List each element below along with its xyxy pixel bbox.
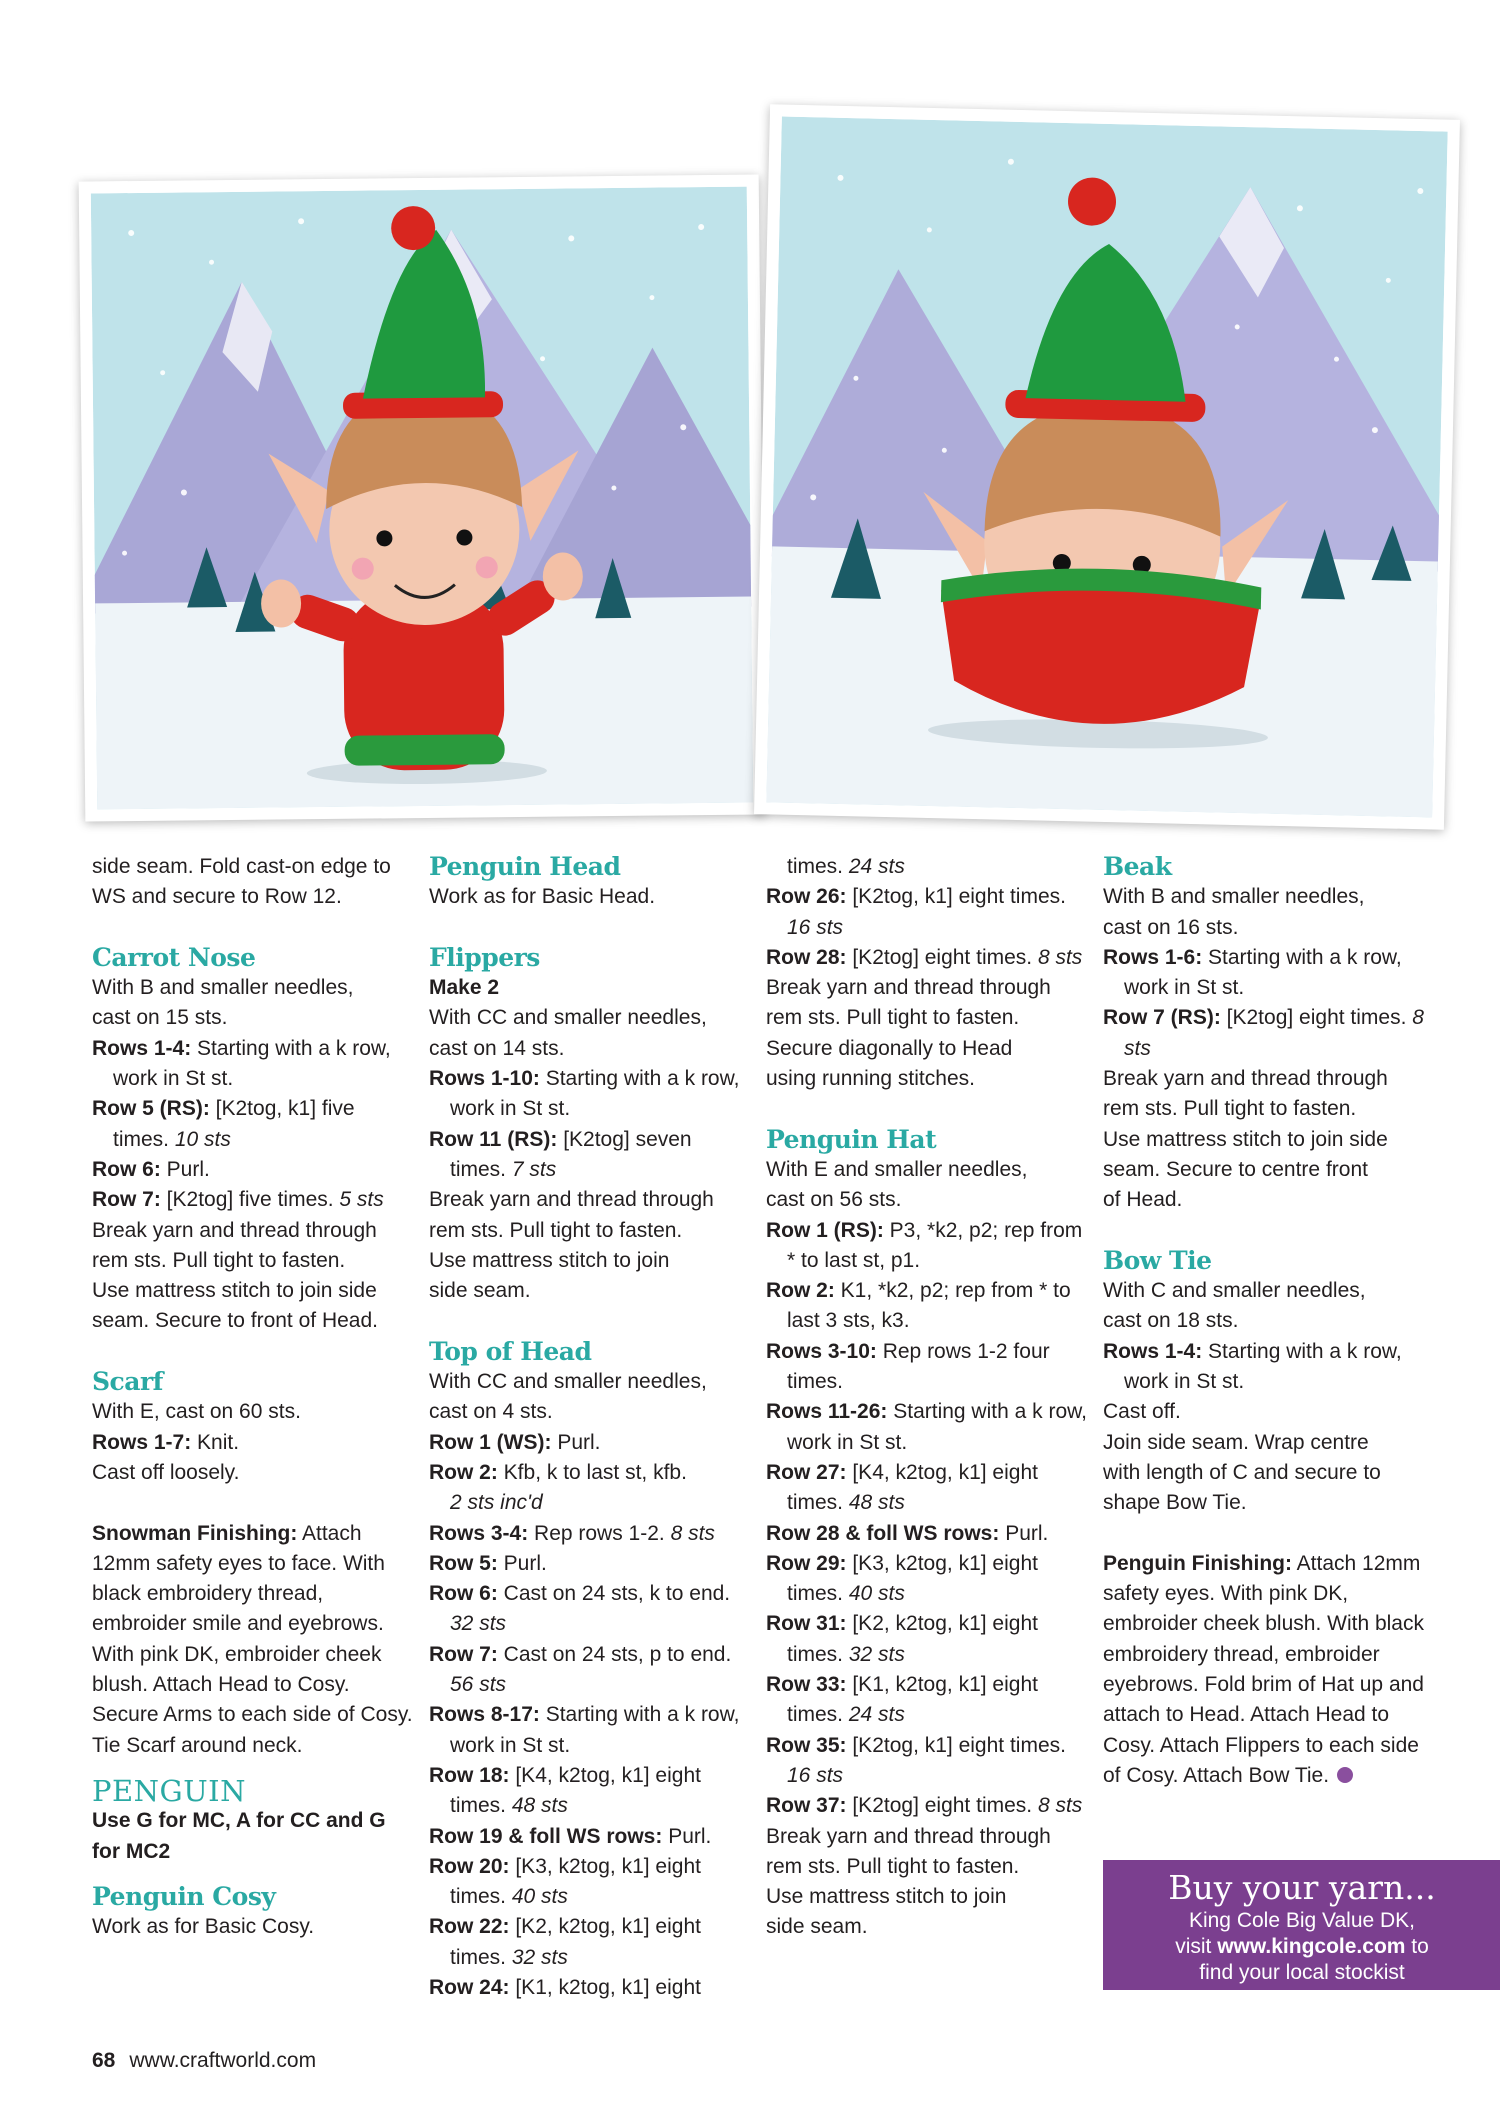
text-line: using running stitches. (766, 1067, 975, 1091)
row-instruction (766, 943, 1088, 973)
stitch-count: 40 sts (511, 1885, 568, 1909)
yarn-note: Use G for MC, A for CC and G for MC2 (92, 1809, 386, 1863)
row-label: Row 19 & foll WS rows: (429, 1824, 663, 1848)
text-line: cast on 14 sts. (429, 1036, 565, 1060)
row-text: Rep rows 1-2 four times. (787, 1339, 1050, 1394)
buy-box-line: King Cole Big Value DK, (1188, 1909, 1416, 1932)
finishing-text: Attach 12mm safety eyes to face. With black embroidery thread, embroider smile and eyebrows. With pink DK, embroider cheek blush. Attach Head to Cosy. Secure Arms to each side of Cosy. Tie Scarf around neck. (92, 1521, 413, 1757)
section-heading-top-of-head: Top of Head (429, 1336, 592, 1366)
row-label: Row 6: (429, 1582, 498, 1606)
row-instruction (429, 1125, 751, 1186)
row-instruction (766, 1397, 1088, 1458)
stitch-count: 40 sts (848, 1582, 905, 1606)
column-4 (1103, 852, 1425, 1791)
row-label: Row 26: (766, 885, 847, 909)
row-text: [K2tog] five times. (160, 1188, 340, 1212)
text-line: cast on 18 sts. (1103, 1309, 1239, 1333)
row-text: Starting with a k row, work in St st. (450, 1067, 740, 1121)
text-line: rem sts. Pull tight to fasten. (92, 1248, 346, 1272)
text-line: cast on 56 sts. (766, 1188, 902, 1212)
row-text: Starting with a k row, work in St st. (1124, 945, 1402, 1000)
text-line: With CC and smaller needles, (429, 1006, 707, 1030)
text-line: Break yarn and thread through (429, 1188, 714, 1212)
stitch-count: 48 sts (511, 1794, 568, 1818)
row-text: Purl. (662, 1824, 712, 1848)
row-text: [K2tog] eight times. (846, 1794, 1038, 1818)
page-number: 68 (92, 2049, 116, 2072)
row-label: Row 11 (RS): (429, 1127, 558, 1151)
row-label: Row 20: (429, 1854, 510, 1878)
row-label: Rows 11-26: (766, 1400, 888, 1424)
row-text: [K4, k2tog, k1] eight times. (450, 1763, 701, 1818)
row-text: Purl. (160, 1157, 210, 1181)
page-footer (92, 2046, 316, 2076)
text-line: Use mattress stitch to join side (92, 1279, 377, 1303)
stitch-count: 32 sts (848, 1642, 905, 1666)
text-line: With B and smaller needles, (92, 976, 354, 1000)
text-line: Break yarn and thread through (766, 976, 1051, 1000)
row-label: Row 5: (429, 1551, 498, 1575)
make-count: Make 2 (429, 976, 500, 1000)
row-instruction (429, 1549, 751, 1579)
stitch-count: 16 sts (787, 915, 844, 939)
row-label: Row 7: (92, 1188, 161, 1212)
row-instruction (92, 1428, 414, 1458)
text-line: of Head. (1103, 1188, 1183, 1212)
stitch-count: 2 sts inc'd (450, 1491, 543, 1515)
stitch-count: 8 sts (670, 1521, 715, 1545)
section-heading-penguin-hat: Penguin Hat (766, 1124, 937, 1154)
row-text: Starting with a k row, work in St st. (1124, 1339, 1402, 1394)
row-instruction (429, 1458, 751, 1488)
row-text: [K2tog] seven times. (450, 1127, 692, 1181)
row-text: [K2tog, k1] eight times. (846, 885, 1066, 909)
row-instruction (429, 1428, 751, 1458)
row-text: K1, *k2, p2; rep from * to last 3 sts, k3. (787, 1279, 1071, 1333)
row-instruction (429, 1912, 751, 1973)
stitch-count: 48 sts (848, 1491, 905, 1515)
text-line: shape Bow Tie. (1103, 1491, 1247, 1515)
section-heading-flippers: Flippers (429, 942, 540, 972)
row-instruction (766, 1337, 1088, 1398)
row-label: Row 22: (429, 1915, 510, 1939)
yarn-ball-end-icon (1337, 1767, 1353, 1783)
text-line: Break yarn and thread through (766, 1824, 1051, 1848)
section-heading-bow-tie: Bow Tie (1103, 1245, 1212, 1275)
buy-box-title: Buy your yarn... (1168, 1868, 1436, 1907)
row-label: Row 27: (766, 1460, 847, 1484)
text-line: rem sts. Pull tight to fasten. (1103, 1097, 1357, 1121)
row-label: Row 2: (766, 1279, 835, 1303)
row-instruction (1103, 943, 1425, 1004)
row-text: Cast on 24 sts, k to end. (497, 1582, 731, 1606)
row-continuation (429, 1488, 751, 1518)
stitch-count: 8 sts (1037, 1794, 1083, 1818)
text-line: Use mattress stitch to join (429, 1248, 670, 1272)
column-1 (92, 852, 414, 1942)
stitch-count: 10 sts (174, 1127, 231, 1151)
text-line: Break yarn and thread through (92, 1218, 377, 1242)
row-text: Starting with a k row, work in St st. (113, 1036, 391, 1091)
row-label: Row 29: (766, 1551, 847, 1575)
stitch-count: 16 sts (787, 1763, 844, 1787)
finishing-label: Snowman Finishing: (92, 1521, 298, 1545)
row-label: Rows 1-4: (1103, 1339, 1203, 1363)
row-text: [K2tog, k1] five times. (113, 1097, 355, 1151)
row-label: Row 2: (429, 1460, 498, 1484)
section-heading-beak: Beak (1103, 852, 1172, 881)
section-heading-penguin-cosy: Penguin Cosy (92, 1881, 276, 1911)
row-text: [K4, k2tog, k1] eight times. (787, 1460, 1038, 1515)
row-label: Rows 1-4: (92, 1036, 192, 1060)
row-instruction (92, 1185, 414, 1215)
row-text: Purl. (551, 1430, 601, 1454)
text-line: cast on 4 sts. (429, 1400, 553, 1424)
buy-your-yarn-box (1103, 1860, 1500, 1990)
row-instruction (429, 1519, 751, 1549)
text-line: With E, cast on 60 sts. (92, 1400, 301, 1424)
row-instruction (766, 1731, 1088, 1792)
row-label: Row 28: (766, 945, 847, 969)
row-text: Starting with a k row, work in St st. (450, 1703, 740, 1757)
row-instruction (766, 1609, 1088, 1670)
row-text: [K3, k2tog, k1] eight times. (787, 1551, 1038, 1606)
text-line: with length of C and secure to (1103, 1460, 1381, 1484)
text-line: seam. Secure to front of Head. (92, 1309, 378, 1333)
row-instruction (766, 882, 1088, 943)
row-label: Row 7: (429, 1642, 498, 1666)
row-instruction (92, 1155, 414, 1185)
row-instruction (429, 1852, 751, 1913)
text-line: cast on 16 sts. (1103, 915, 1239, 939)
row-text: P3, *k2, p2; rep from * to last st, p1. (787, 1218, 1083, 1272)
buy-box-line: visit www.kingcole.com to (1175, 1935, 1429, 1958)
text-line: With CC and smaller needles, (429, 1370, 707, 1394)
row-continuation: times. 24 sts (787, 855, 905, 878)
intro-line: WS and secure to Row 12. (92, 885, 342, 909)
row-label: Row 18: (429, 1763, 510, 1787)
row-instruction (429, 1064, 751, 1125)
row-instruction (766, 1276, 1088, 1337)
text-line: rem sts. Pull tight to fasten. (429, 1218, 683, 1242)
stitch-count: 24 sts (848, 855, 905, 878)
text-line: rem sts. Pull tight to fasten. (766, 1854, 1020, 1878)
elf-in-cosy-photo (754, 104, 1460, 829)
text-line: Work as for Basic Cosy. (92, 1915, 315, 1939)
row-text: [K2tog] eight times. (846, 945, 1038, 969)
stitch-count: 8 sts (1037, 945, 1083, 969)
row-text: Purl. (497, 1551, 547, 1575)
text-line: side seam. (766, 1915, 868, 1939)
row-instruction (92, 1094, 414, 1155)
row-label: Row 1 (RS): (766, 1218, 884, 1242)
row-label: Row 37: (766, 1794, 847, 1818)
site-url[interactable]: www.craftworld.com (129, 2049, 317, 2072)
row-instruction (766, 1458, 1088, 1519)
stitch-count: 8 sts (1124, 1006, 1424, 1060)
row-instruction (429, 1579, 751, 1640)
text-line: Break yarn and thread through (1103, 1067, 1388, 1091)
buy-box-line: find your local stockist (1199, 1961, 1405, 1984)
row-label: Row 5 (RS): (92, 1097, 210, 1121)
text-line: Use mattress stitch to join side (1103, 1127, 1388, 1151)
row-label: Rows 1-7: (92, 1430, 192, 1454)
row-label: Rows 3-10: (766, 1339, 877, 1363)
row-label: Row 6: (92, 1157, 161, 1181)
finishing-text: Attach 12mm safety eyes. With pink DK, embroider cheek blush. With black embroidery thread, embroider eyebrows. Fold brim of Hat up and attach to Head. Attach Head to Cosy. Attach Flippers to each side of Cosy. Attach Bow Tie. (1103, 1551, 1424, 1787)
row-label: Rows 1-10: (429, 1067, 540, 1091)
row-instruction (429, 1973, 751, 2003)
elf-standing-photo (79, 174, 766, 821)
text-line: Cast off loosely. (92, 1460, 240, 1484)
row-label: Rows 1-6: (1103, 945, 1203, 969)
section-heading-penguin: PENGUIN (92, 1773, 246, 1808)
stitch-count: 5 sts (339, 1188, 384, 1212)
text-line: cast on 15 sts. (92, 1006, 228, 1030)
text-line: Join side seam. Wrap centre (1103, 1430, 1369, 1454)
finishing-label: Penguin Finishing: (1103, 1551, 1292, 1575)
stitch-count: 7 sts (511, 1157, 557, 1181)
row-label: Row 31: (766, 1612, 847, 1636)
stitch-count: 56 sts (450, 1673, 507, 1697)
snowman-finishing (92, 1519, 414, 1761)
elf-standing-illustration (91, 187, 753, 810)
text-line: seam. Secure to centre front (1103, 1157, 1368, 1181)
row-instruction (766, 1670, 1088, 1731)
row-label: Row 33: (766, 1673, 847, 1697)
row-label: Row 7 (RS): (1103, 1006, 1221, 1030)
text-line: Use mattress stitch to join (766, 1885, 1007, 1909)
row-instruction (766, 1549, 1088, 1610)
row-instruction (92, 1034, 414, 1095)
row-text: Cast on 24 sts, p to end. (497, 1642, 732, 1666)
row-instruction (429, 1761, 751, 1822)
row-text: Kfb, k to last st, kfb. (497, 1460, 687, 1484)
text-line: Cast off. (1103, 1400, 1181, 1424)
text-line: With B and smaller needles, (1103, 885, 1365, 909)
row-label: Row 28 & foll WS rows: (766, 1521, 1000, 1545)
text-line: rem sts. Pull tight to fasten. (766, 1006, 1020, 1030)
row-text: [K3, k2tog, k1] eight times. (450, 1854, 701, 1909)
row-text: Knit. (191, 1430, 240, 1454)
row-text: [K1, k2tog, k1] eight (509, 1975, 701, 1999)
column-2 (429, 852, 751, 2003)
section-heading-carrot-nose: Carrot Nose (92, 942, 256, 972)
text-line: Work as for Basic Head. (429, 885, 656, 909)
column-3 (766, 852, 1088, 1943)
row-instruction (766, 1519, 1088, 1549)
row-instruction (429, 1640, 751, 1701)
row-instruction (766, 1216, 1088, 1277)
row-text: [K2, k2tog, k1] eight times. (450, 1915, 701, 1969)
text-line: Secure diagonally to Head (766, 1036, 1013, 1060)
row-text: [K1, k2tog, k1] eight times. (787, 1673, 1038, 1727)
row-text: Purl. (999, 1521, 1049, 1545)
text-line: With E and smaller needles, (766, 1157, 1028, 1181)
text-line: With C and smaller needles, (1103, 1279, 1366, 1303)
kingcole-link[interactable]: www.kingcole.com (1217, 1935, 1406, 1958)
section-heading-penguin-head: Penguin Head (429, 852, 621, 881)
row-text: [K2tog] eight times. (1220, 1006, 1413, 1030)
text-line: side seam. (429, 1279, 531, 1303)
row-text: Rep rows 1-2. (528, 1521, 671, 1545)
stitch-count: 24 sts (848, 1703, 905, 1727)
row-instruction (429, 1822, 751, 1852)
stitch-count: 32 sts (511, 1945, 568, 1969)
stitch-count: 32 sts (450, 1612, 507, 1636)
penguin-finishing (1103, 1549, 1425, 1791)
row-instruction (766, 1791, 1088, 1821)
row-instruction (1103, 1003, 1425, 1064)
row-instruction (429, 1700, 751, 1761)
elf-in-cosy-illustration (766, 117, 1447, 818)
row-text: Starting with a k row, work in St st. (787, 1400, 1087, 1454)
row-label: Rows 8-17: (429, 1703, 540, 1727)
intro-line: side seam. Fold cast-on edge to (92, 855, 391, 878)
row-text: [K2tog, k1] eight times. (846, 1733, 1066, 1757)
row-label: Row 1 (WS): (429, 1430, 552, 1454)
row-instruction (1103, 1337, 1425, 1398)
row-label: Row 24: (429, 1975, 510, 1999)
row-text: [K2, k2tog, k1] eight times. (787, 1612, 1038, 1666)
row-label: Row 35: (766, 1733, 847, 1757)
section-heading-scarf: Scarf (92, 1367, 163, 1397)
row-label: Rows 3-4: (429, 1521, 529, 1545)
